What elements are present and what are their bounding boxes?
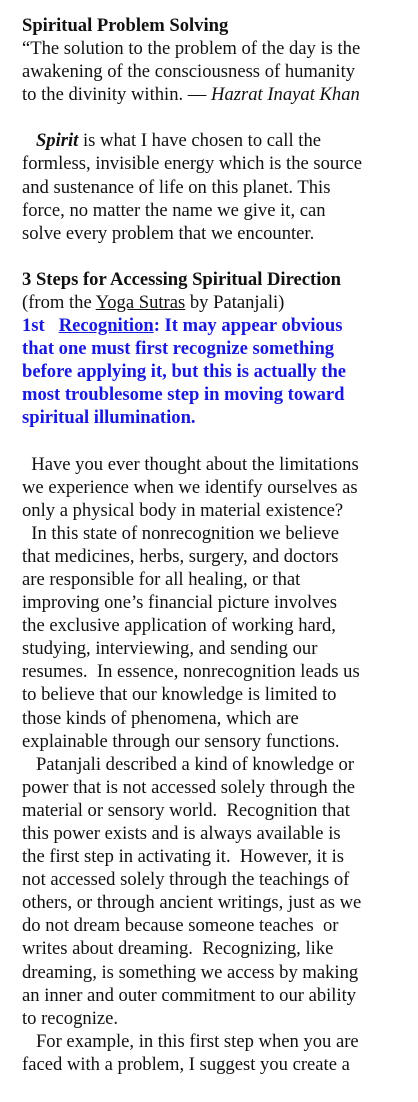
body-line: Have you ever thought about the limitations — [22, 453, 359, 475]
body-line: improving one’s financial picture involves — [22, 592, 337, 614]
step-line: that one must first recognize something — [22, 338, 335, 360]
step-name: Recognition — [58, 315, 154, 337]
body-line: power that is not accessed solely through the — [22, 776, 356, 798]
body-line: resumes. In essence, nonrecognition leads us — [22, 661, 360, 683]
body-line: this power exists and is always available is — [22, 823, 341, 844]
paragraph-gap — [22, 245, 414, 268]
body-line: writes about dreaming. Recognizing, like — [22, 938, 334, 960]
paragraph-text: is what I have chosen to call the — [78, 130, 322, 152]
body-line: faced with a problem, I suggest you create a — [22, 1053, 350, 1075]
source-post: by Patanjali) — [185, 291, 285, 313]
source-line — [22, 291, 414, 314]
source-book: Yoga Sutras — [95, 291, 186, 313]
body-line: we experience when we identify ourselves as — [22, 476, 358, 498]
section-title: Spiritual Problem Solving — [22, 15, 229, 36]
document-page — [22, 14, 414, 1076]
paragraph-line: solve every problem that we encounter. — [22, 222, 315, 244]
body-text — [22, 453, 414, 1077]
paragraph-line: formless, invisible energy which is the source — [22, 153, 362, 175]
quote-text: to the divinity within. — — [22, 84, 212, 106]
body-line: the first step in activating it. However, it is — [22, 846, 344, 868]
body-line: Patanjali described a kind of knowledge or — [22, 753, 355, 775]
quote-line — [22, 83, 414, 106]
paragraph-gap — [22, 106, 414, 129]
body-line: those kinds of phenomena, which are — [22, 707, 299, 729]
quote-line: awakening of the consciousness of humanity — [22, 61, 356, 83]
body-line: explainable through our sensory functions. — [22, 730, 340, 752]
body-line: do not dream because someone teaches or — [22, 915, 339, 937]
step-text: : It may appear obvious — [153, 315, 343, 337]
body-line: studying, interviewing, and sending our — [22, 638, 318, 660]
step-line — [22, 314, 414, 337]
spirit-word: Spirit — [35, 130, 79, 152]
body-line: to recognize. — [22, 1007, 119, 1029]
paragraph-gap — [22, 430, 414, 453]
body-line: material or sensory world. Recognition that — [22, 799, 350, 821]
quote-line: “The solution to the problem of the day is the — [22, 38, 361, 60]
body-line: an inner and outer commitment to our ability — [22, 984, 357, 1006]
body-line: only a physical body in material existence? — [22, 499, 344, 521]
paragraph-line: force, no matter the name we give it, can — [22, 199, 326, 221]
body-line: are responsible for all healing, or that — [22, 568, 301, 590]
body-line: not accessed solely through the teachings of — [22, 869, 350, 891]
step-line: spiritual illumination. — [22, 407, 196, 429]
step-line: before applying it, but this is actually the — [22, 361, 347, 383]
source-pre: (from the — [22, 291, 96, 313]
body-line: In this state of nonrecognition we believe — [22, 522, 340, 544]
body-line: others, or through ancient writings, just as we — [22, 892, 362, 914]
paragraph-line: and sustenance of life on this planet. This — [22, 176, 331, 198]
step-line: most troublesome step in moving toward — [22, 384, 345, 406]
body-line: For example, in this first step when you are — [22, 1030, 359, 1052]
step-number: 1st — [22, 315, 45, 337]
body-line: to believe that our knowledge is limited to — [22, 684, 337, 706]
paragraph-line — [22, 129, 414, 152]
body-line: dreaming, is something we access by making — [22, 961, 359, 983]
body-line: the exclusive application of working hard, — [22, 615, 336, 637]
steps-heading: 3 Steps for Accessing Spiritual Direction — [22, 268, 342, 290]
body-line: that medicines, herbs, surgery, and doctors — [22, 545, 339, 567]
quote-author: Hazrat Inayat Khan — [211, 84, 360, 106]
